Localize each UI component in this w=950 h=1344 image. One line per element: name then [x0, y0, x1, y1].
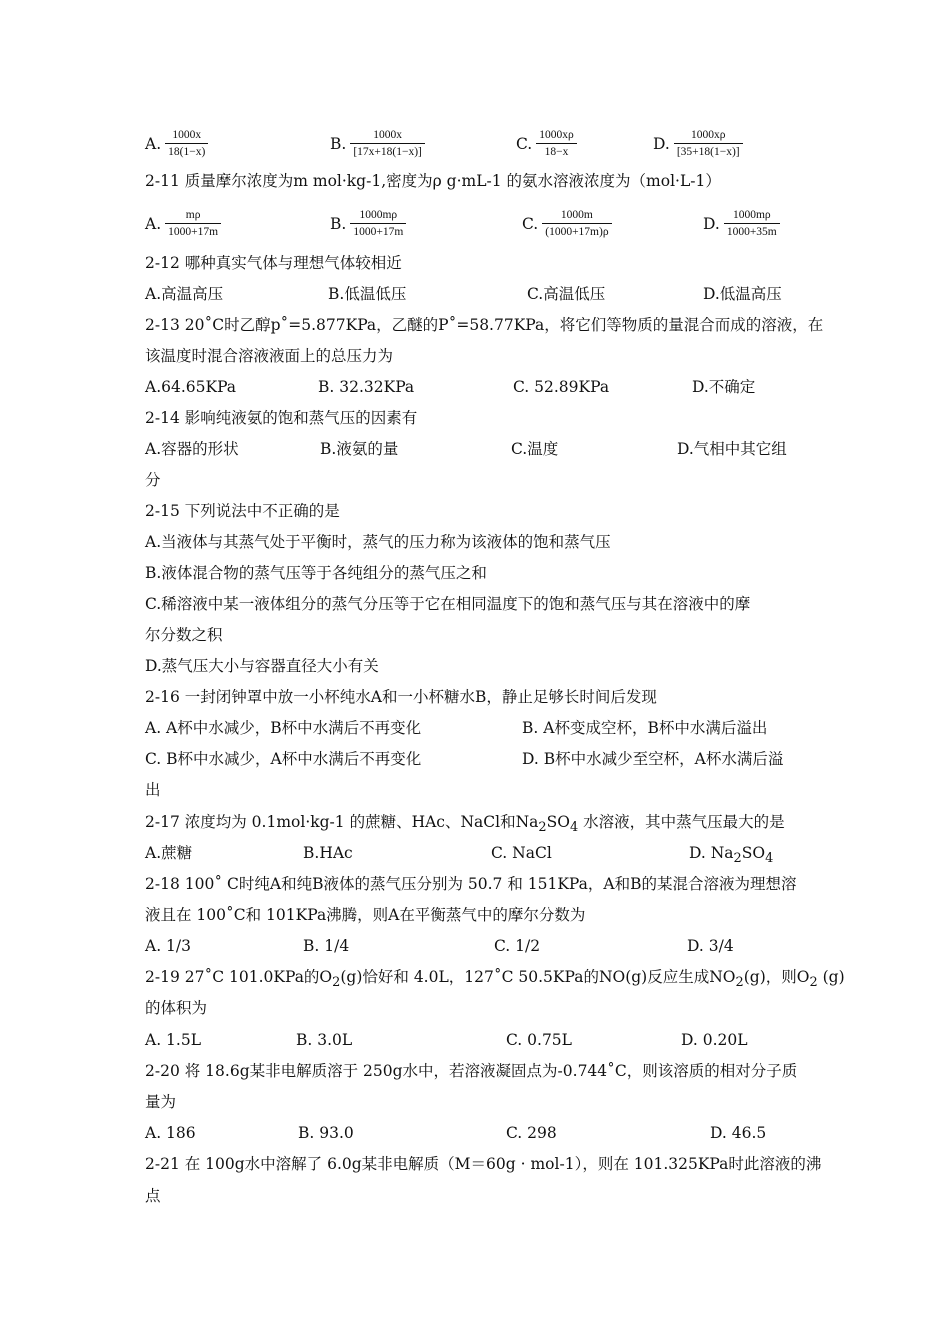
q2-15-option-a: A.当液体与其蒸气处于平衡时，蒸气的压力称为该液体的饱和蒸气压	[145, 533, 611, 551]
option-label: B.	[330, 134, 347, 153]
q2-20-stem-line1: 2-20 将 18.6g某非电解质溶于 250g水中，若溶液凝固点为-0.744˚C，则该溶质的相对分子质	[145, 1062, 798, 1080]
q2-21-stem-line1: 2-21 在 100g水中溶解了 6.0g某非电解质（M＝60g · mol-1），则在 101.325KPa时此溶液的沸	[145, 1155, 822, 1173]
fraction	[165, 128, 208, 159]
fraction	[165, 208, 221, 239]
denominator: 18(1−x)	[168, 146, 206, 158]
numerator: 1000mρ	[724, 208, 780, 224]
q2-19-option-a: A. 1.5L	[145, 1031, 201, 1049]
stem-text: 水溶液，其中蒸气压最大的是	[578, 813, 785, 831]
subscript: 2	[809, 975, 818, 991]
q2-18-stem-line2: 液且在 100˚C和 101KPa沸腾，则A在平衡蒸气中的摩尔分数为	[145, 906, 586, 924]
stem-text: (g)，则O	[743, 968, 810, 986]
subscript: 2	[332, 975, 341, 991]
denominator: 1000+17m	[353, 226, 404, 238]
q2-17-option-d	[689, 843, 773, 869]
numerator: mρ	[165, 208, 221, 224]
q2-11-option-d	[703, 208, 780, 239]
denominator: [35+18(1−x)]	[676, 146, 740, 158]
q2-13-option-c: C. 52.89KPa	[513, 378, 610, 396]
q2-13-stem-line2: 该温度时混合溶液液面上的总压力为	[145, 347, 394, 365]
numerator: 1000xρ	[536, 128, 577, 144]
q2-18-option-d: D. 3/4	[687, 937, 734, 955]
q2-12-option-a: A.高温高压	[145, 285, 224, 303]
q2-14-wrap: 分	[145, 471, 161, 489]
option-label: C.	[516, 134, 533, 153]
q2-15-stem: 2-15 下列说法中不正确的是	[145, 502, 340, 520]
q2-19-option-c: C. 0.75L	[506, 1031, 572, 1049]
q2-20-option-a: A. 186	[145, 1124, 196, 1142]
q2-10-option-a	[145, 128, 208, 159]
q2-14-option-a: A.容器的形状	[145, 440, 239, 458]
stem-text: (g)	[817, 968, 845, 986]
numerator: 1000m	[542, 208, 611, 224]
subscript: 2	[735, 975, 744, 991]
q2-12-option-d: D.低温高压	[703, 285, 782, 303]
fraction	[724, 208, 780, 239]
q2-12-option-c: C.高温低压	[527, 285, 606, 303]
option-label: C.	[522, 214, 539, 233]
option-text: D. Na	[689, 844, 734, 862]
option-label: D.	[703, 214, 720, 233]
q2-11-option-c	[522, 208, 612, 239]
q2-15-option-c-line2: 尔分数之积	[145, 626, 223, 644]
q2-13-option-d: D.不确定	[692, 378, 756, 396]
numerator: 1000xρ	[674, 128, 743, 144]
q2-14-option-d: D.气相中其它组	[677, 440, 787, 458]
denominator: 1000+17m	[168, 226, 219, 238]
q2-11-option-b	[330, 208, 406, 239]
q2-18-option-a: A. 1/3	[145, 937, 191, 955]
subscript: 2	[538, 820, 547, 836]
q2-19-stem-line1	[145, 967, 845, 993]
fraction	[350, 128, 425, 159]
fraction	[674, 128, 743, 159]
q2-19-option-d: D. 0.20L	[681, 1031, 748, 1049]
q2-13-stem-line1: 2-13 20˚C时乙醇p˚=5.877KPa，乙醚的P˚=58.77KPa，将它们等物质的量混合而成的溶液，在	[145, 316, 824, 334]
denominator: (1000+17m)ρ	[545, 226, 609, 238]
option-label: B.	[330, 214, 347, 233]
q2-10-option-d	[653, 128, 743, 159]
q2-11-option-a	[145, 208, 221, 239]
q2-19-option-b: B. 3.0L	[296, 1031, 353, 1049]
q2-13-option-b: B. 32.32KPa	[318, 378, 415, 396]
option-label: D.	[653, 134, 670, 153]
q2-17-option-c: C. NaCl	[491, 844, 552, 862]
subscript: 2	[733, 851, 742, 867]
q2-18-option-b: B. 1/4	[303, 937, 350, 955]
q2-18-option-c: C. 1/2	[494, 937, 541, 955]
stem-text: 2-17 浓度均为 0.1mol·kg-1 的蔗糖、HAc、NaCl和Na	[145, 813, 539, 831]
q2-19-stem-line2: 的体积为	[145, 999, 208, 1017]
q2-14-option-c: C.温度	[511, 440, 559, 458]
q2-16-option-b: B. A杯变成空杯，B杯中水满后溢出	[522, 719, 768, 737]
q2-17-option-a: A.蔗糖	[145, 844, 193, 862]
q2-10-option-c	[516, 128, 577, 159]
denominator: 18−x	[544, 146, 569, 158]
q2-18-stem-line1: 2-18 100˚ C时纯A和纯B液体的蒸气压分别为 50.7 和 151KPa，A和B的某混合溶液为理想溶	[145, 875, 797, 893]
numerator: 1000x	[165, 128, 208, 144]
q2-15-option-b: B.液体混合物的蒸气压等于各纯组分的蒸气压之和	[145, 564, 487, 582]
q2-15-option-d: D.蒸气压大小与容器直径大小有关	[145, 657, 379, 675]
stem-text: 2-19 27˚C 101.0KPa的O	[145, 968, 333, 986]
q2-15-option-c-line1: C.稀溶液中某一液体组分的蒸气分压等于它在相同温度下的饱和蒸气压与其在溶液中的摩	[145, 595, 751, 613]
numerator: 1000x	[350, 128, 425, 144]
q2-20-stem-line2: 量为	[145, 1093, 177, 1111]
q2-12-option-b: B.低温低压	[328, 285, 407, 303]
fraction	[542, 208, 611, 239]
q2-13-option-a: A.64.65KPa	[145, 378, 237, 396]
q2-17-option-b: B.HAc	[303, 844, 353, 862]
option-text: SO	[741, 844, 766, 862]
option-label: A.	[145, 214, 162, 233]
fraction	[536, 128, 577, 159]
option-label: A.	[145, 134, 162, 153]
q2-14-option-b: B.液氨的量	[320, 440, 399, 458]
q2-16-wrap: 出	[145, 781, 161, 799]
denominator: 1000+35m	[726, 226, 777, 238]
denominator: [17x+18(1−x)]	[353, 146, 422, 158]
q2-12-stem: 2-12 哪种真实气体与理想气体较相近	[145, 254, 402, 272]
q2-20-option-b: B. 93.0	[298, 1124, 354, 1142]
subscript: 4	[765, 851, 774, 867]
q2-16-option-a: A. A杯中水减少，B杯中水满后不再变化	[145, 719, 422, 737]
q2-14-stem: 2-14 影响纯液氨的饱和蒸气压的因素有	[145, 409, 418, 427]
stem-text: SO	[546, 813, 570, 831]
q2-20-option-c: C. 298	[506, 1124, 557, 1142]
q2-16-option-c: C. B杯中水减少，A杯中水满后不再变化	[145, 750, 422, 768]
q2-16-stem: 2-16 一封闭钟罩中放一小杯纯水A和一小杯糖水B，静止足够长时间后发现	[145, 688, 657, 706]
q2-20-option-d: D. 46.5	[710, 1124, 767, 1142]
subscript: 4	[569, 820, 579, 836]
q2-11-stem: 2-11 质量摩尔浓度为m mol·kg-1,密度为ρ g·mL-1 的氨水溶液浓度为（mol·L-1）	[145, 172, 721, 190]
stem-text: (g)恰好和 4.0L，127˚C 50.5KPa的NO(g)反应生成NO	[340, 968, 736, 986]
q2-17-stem	[145, 812, 785, 838]
fraction	[350, 208, 406, 239]
q2-16-option-d: D. B杯中水减少至空杯，A杯水满后溢	[522, 750, 784, 768]
q2-10-option-b	[330, 128, 425, 159]
q2-21-stem-line2: 点	[145, 1187, 161, 1205]
numerator: 1000mρ	[350, 208, 406, 224]
